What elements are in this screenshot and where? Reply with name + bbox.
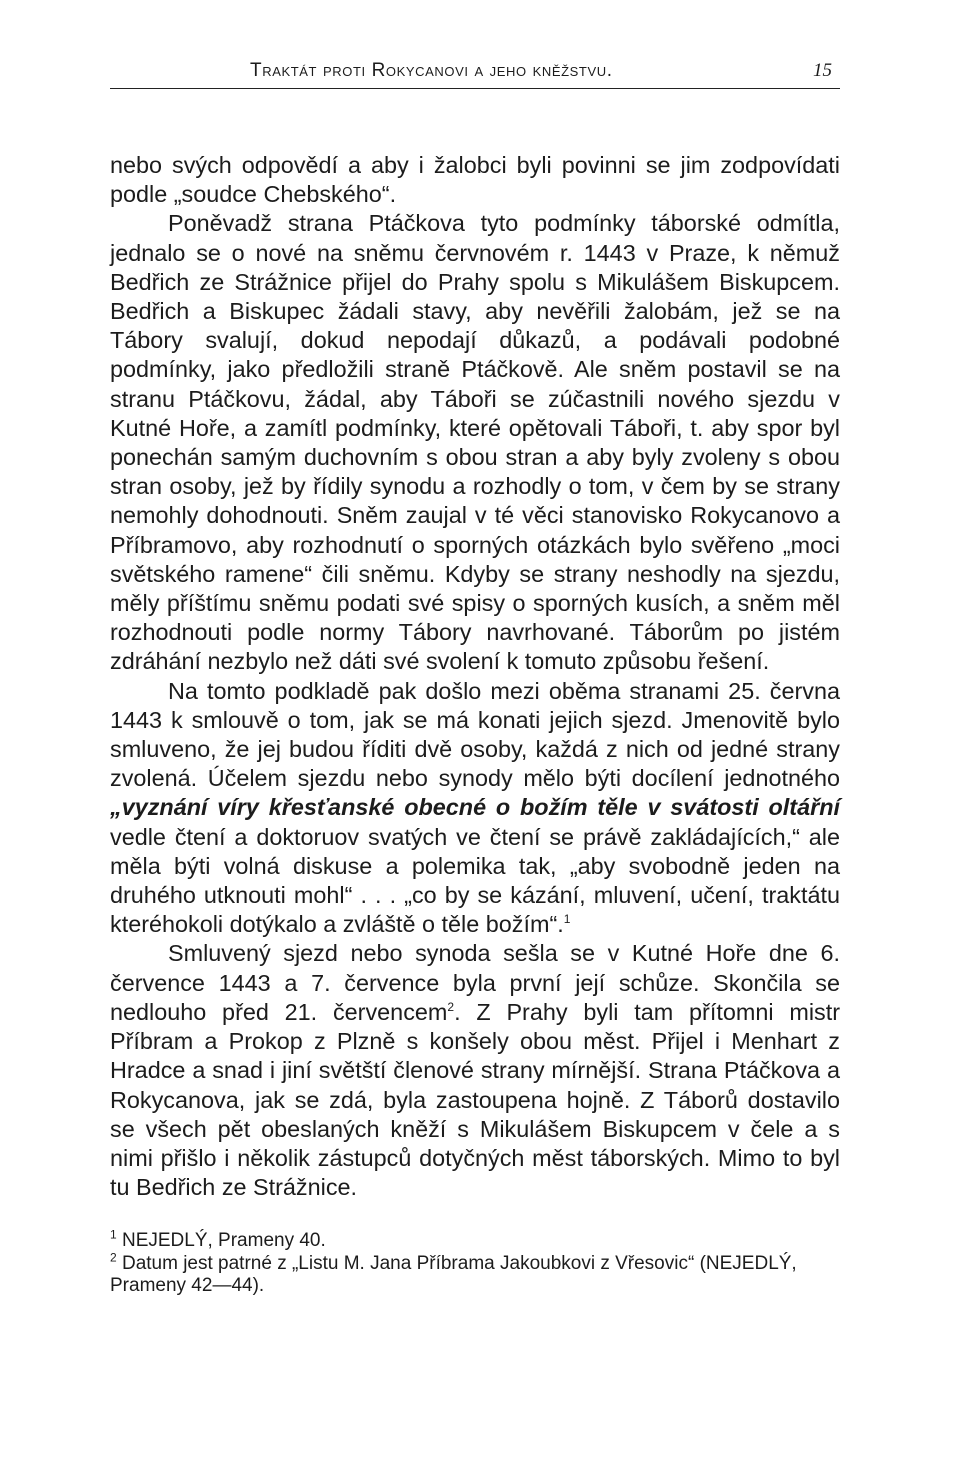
paragraph-3-text-b: vedle čtení a doktoruov svatých ve čtení se právě zakládajících,“ ale měla býti volná diskuse a polemika tak, „aby svobodně jeden na druhého utknouti mohl“ . . . „co by se kázání, mluvení, učení, traktátu kteréhokoli dotýkalo a zvláště o těle božím“. <box>110 823 840 938</box>
page-number: 15 <box>813 60 832 81</box>
footnote-1 <box>110 1227 840 1252</box>
emphasized-quote: „vyznání víry křesťanské obecné o božím těle v svátosti oltářní <box>110 794 840 821</box>
footnotes <box>110 1227 840 1297</box>
body-text <box>110 151 840 1202</box>
paragraph-4 <box>110 939 840 1202</box>
footnote-mark: 2 <box>110 1250 117 1265</box>
footnote-mark: 1 <box>110 1227 117 1242</box>
page <box>110 56 840 1298</box>
paragraph-4-text-b: . Z Prahy byli tam přítomni mistr Příbram a Prokop z Plzně s konšely obou měst. Přijel i Menhart z Hradce a snad i jiní světští členové strany mírnější. Strana Ptáčkova a Rokycanova, jak se zdá, byla zastoupena hojně. Z Táborů dostavilo se všech pět obeslaných kněží s Mikulášem Biskupcem v čele a s nimi přišlo i několik zástupců dotyčných měst táborských. Mimo to byl tu Bedřich ze Strážnice. <box>110 998 840 1201</box>
paragraph-3 <box>110 677 840 940</box>
paragraph-2: Poněvadž strana Ptáčkova tyto podmínky táborské odmítla, jednalo se o nové na sněmu červnovém r. 1443 v Praze, k němuž Bedřich ze Strážnice přijel do Prahy spolu s Mikulášem Biskupcem. Bedřich a Biskupec žádali stavy, aby nevěřili žalobám, jež se na Tábory svalují, dokud nepodají důkazů, a podávali podobné podmínky, jako předložili straně Ptáčkově. Ale sněm postavil se na stranu Ptáčkovu, žádal, aby Táboři se zúčastnili nového sjezdu v Kutné Hoře, a zamítl podmínky, které opětovali Táboři, t. aby spor byl ponechán samým duchovním s obou stran a aby byly zvoleny s obou stran osoby, jež by řídily synodu a rozhodly o tom, v čem by se strany nemohly dohodnouti. Sněm zaujal v té věci stanovisko Rokycanovo a Příbramovo, aby rozhodnutí o sporných otázkách bylo svěřeno „moci světského ramene“ čili sněmu. Kdyby se strany neshodly na sjezdu, měly příštímu sněmu podati své spisy o sporných kusích, a sněm měl rozhodnouti podle normy Tábory navrhované. Táborům po jistém zdráhání nezbylo než dáti své svolení k tomuto způsobu řešení. <box>110 210 840 675</box>
footnote-text: Datum jest patrné z „Listu M. Jana Příbrama Jakoubkovi z Vřesovic“ (NEJEDLÝ, Prameny 42—44). <box>110 1253 797 1297</box>
footnote-ref-2[interactable]: 2 <box>447 1000 455 1015</box>
running-header <box>110 56 840 89</box>
paragraph-4-text-a: Smluvený sjezd nebo synoda sešla se v Kutné Hoře dne 6. července 1443 a 7. července byla první její schůze. Skončila se nedlouho před 21. červencem <box>110 940 840 1025</box>
paragraph-3-text-a: Na tomto podkladě pak došlo mezi oběma stranami 25. června 1443 k smlouvě o tom, jak se má konati jejich sjezd. Jmenovitě bylo smluveno, že jej budou říditi dvě osoby, každá z nich od jedné strany zvolená. Účelem sjezdu nebo synody mělo býti docílení jednotného <box>110 677 840 792</box>
footnote-text: NEJEDLÝ, Prameny 40. <box>116 1230 326 1252</box>
footnote-ref-1[interactable]: 1 <box>563 912 571 927</box>
footnote-2 <box>110 1250 840 1297</box>
running-title: Traktát proti Rokycanovi a jeho kněžstvu. <box>250 60 613 81</box>
paragraph-1: nebo svých odpovědí a aby i žalobci byli povinni se jim zodpovídati podle „soudce Chebského“. <box>110 152 840 208</box>
